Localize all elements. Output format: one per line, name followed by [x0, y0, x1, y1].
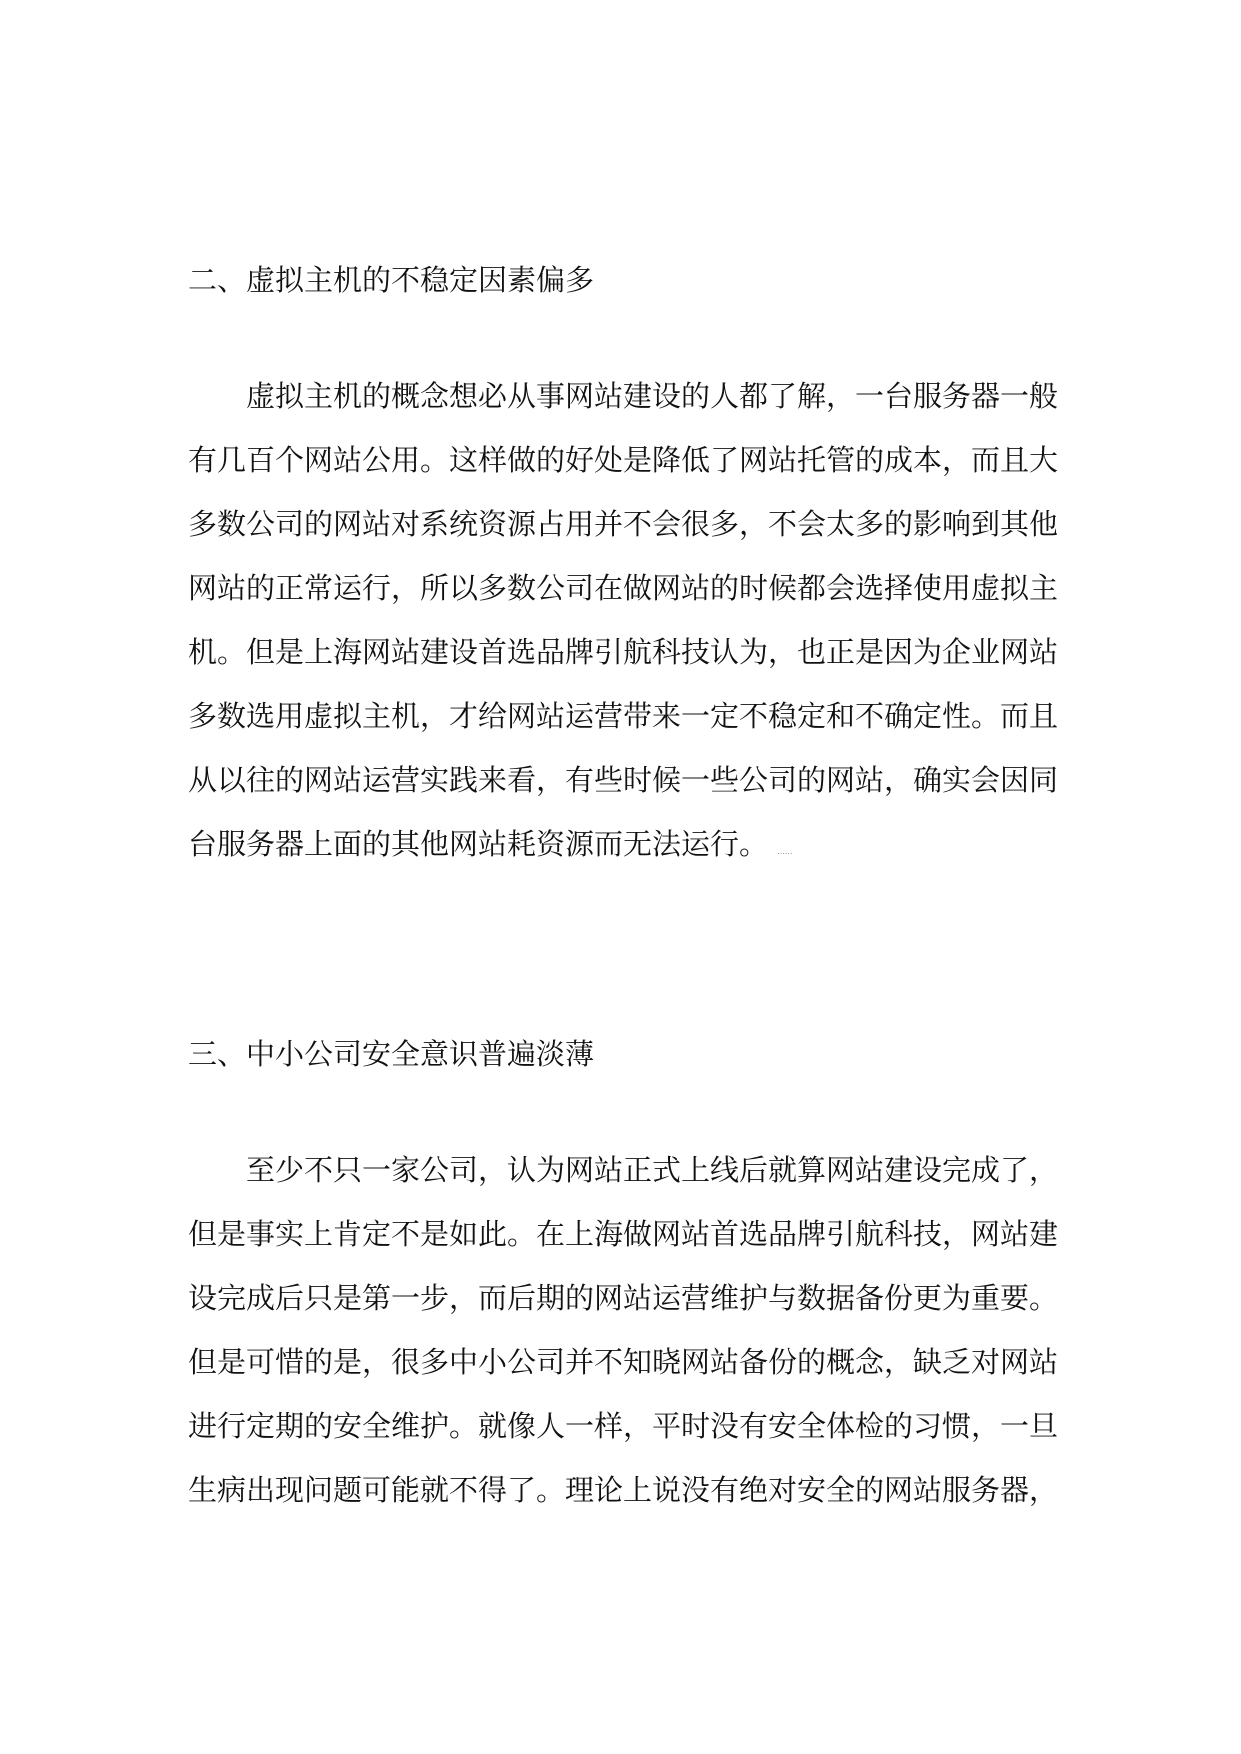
- section-heading-3: 三、中小公司安全意识普遍淡薄: [188, 1037, 595, 1071]
- paragraph-line: 设完成后只是第一步，而后期的网站运营维护与数据备份更为重要。: [188, 1281, 1059, 1315]
- paragraph-last-line: [188, 812, 1068, 876]
- paragraph-line: 虚拟主机的概念想必从事网站建设的人都了解，一台服务器一般: [246, 379, 1059, 413]
- paragraph-line: 机。但是上海网站建设首选品牌引航科技认为，也正是因为企业网站: [188, 635, 1059, 669]
- paragraph-line: 至少不只一家公司，认为网站正式上线后就算网站建设完成了，: [246, 1153, 1059, 1187]
- section-3-paragraph: [188, 1138, 1068, 1522]
- trailing-mark: ......: [777, 847, 793, 856]
- section-2-paragraph: [188, 364, 1068, 876]
- paragraph-line: 多数选用虚拟主机，才给网站运营带来一定不稳定和不确定性。而且: [188, 699, 1059, 733]
- section-heading-2: 二、虚拟主机的不稳定因素偏多: [188, 263, 595, 297]
- paragraph-line: 但是事实上肯定不是如此。在上海做网站首选品牌引航科技，网站建: [188, 1217, 1059, 1251]
- paragraph-line: 多数公司的网站对系统资源占用并不会很多，不会太多的影响到其他: [188, 507, 1059, 541]
- paragraph-line: 进行定期的安全维护。就像人一样，平时没有安全体检的习惯，一旦: [188, 1409, 1059, 1443]
- paragraph-line: 有几百个网站公用。这样做的好处是降低了网站托管的成本，而且大: [188, 443, 1059, 477]
- paragraph-line: 生病出现问题可能就不得了。理论上说没有绝对安全的网站服务器，: [188, 1473, 1059, 1507]
- paragraph-line: 从以往的网站运营实践来看，有些时候一些公司的网站，确实会因同: [188, 763, 1059, 797]
- paragraph-line: 但是可惜的是，很多中小公司并不知晓网站备份的概念，缺乏对网站: [188, 1345, 1059, 1379]
- paragraph-line: 网站的正常运行，所以多数公司在做网站的时候都会选择使用虚拟主: [188, 571, 1059, 605]
- paragraph-text: 台服务器上面的其他网站耗资源而无法运行。: [188, 827, 769, 861]
